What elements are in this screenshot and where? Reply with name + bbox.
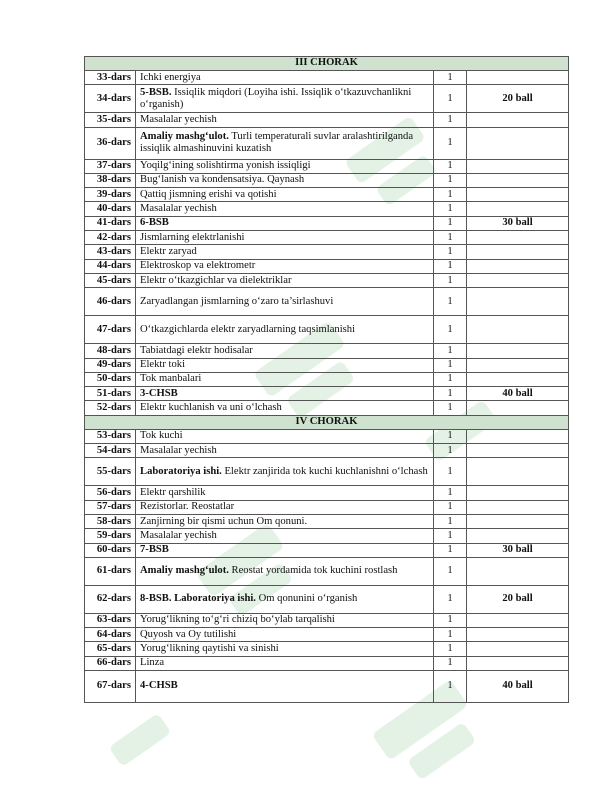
lesson-row	[85, 444, 569, 458]
lesson-hours: 1	[434, 557, 467, 585]
lesson-number: 40-dars	[85, 202, 136, 216]
lesson-topic-bold: Amaliy mashg‘ulot.	[140, 565, 229, 577]
lesson-hours: 1	[434, 642, 467, 656]
lesson-topic	[136, 486, 434, 500]
lesson-hours: 1	[434, 358, 467, 372]
lesson-topic-text: Zanjirning bir qismi uchun Om qonuni.	[140, 515, 308, 527]
lesson-row	[85, 245, 569, 259]
lesson-row	[85, 85, 569, 113]
lesson-topic-text: Jismlarning elektrlanishi	[140, 231, 245, 243]
lesson-number: 38-dars	[85, 173, 136, 187]
lesson-topic	[136, 316, 434, 344]
lesson-score: 20 ball	[467, 85, 569, 113]
lesson-hours: 1	[434, 529, 467, 543]
lesson-score	[467, 656, 569, 670]
lesson-hours: 1	[434, 231, 467, 245]
lesson-number: 50-dars	[85, 372, 136, 386]
lesson-row	[85, 216, 569, 230]
lesson-number: 58-dars	[85, 514, 136, 528]
lesson-topic-text: Issiqlik miqdori (Loyiha ishi. Issiqlik o‘tkazuvchanlikni o‘rganish)	[140, 86, 412, 110]
lesson-topic	[136, 529, 434, 543]
lesson-number: 51-dars	[85, 387, 136, 401]
lesson-topic	[136, 656, 434, 670]
section-title: IV CHORAK	[85, 415, 569, 429]
lesson-number: 55-dars	[85, 458, 136, 486]
lesson-topic	[136, 245, 434, 259]
lesson-topic-text: Tok manbalari	[140, 373, 202, 385]
lesson-hours: 1	[434, 458, 467, 486]
lesson-hours: 1	[434, 401, 467, 415]
lesson-topic	[136, 273, 434, 287]
lesson-number: 48-dars	[85, 344, 136, 358]
lesson-row	[85, 316, 569, 344]
lesson-number: 62-dars	[85, 585, 136, 613]
lesson-topic-text: Elektr toki	[140, 359, 186, 371]
lesson-row	[85, 288, 569, 316]
lesson-topic	[136, 85, 434, 113]
lesson-number: 43-dars	[85, 245, 136, 259]
lesson-topic	[136, 216, 434, 230]
lesson-number: 63-dars	[85, 613, 136, 627]
lesson-topic-bold: 4-CHSB	[140, 680, 178, 692]
lesson-number: 37-dars	[85, 159, 136, 173]
lesson-hours: 1	[434, 372, 467, 386]
lesson-topic-text: Elektr o‘tkazgichlar va dielektriklar	[140, 274, 292, 286]
lesson-plan-table	[84, 56, 569, 703]
lesson-hours: 1	[434, 288, 467, 316]
lesson-topic-text: Ichki energiya	[140, 71, 201, 83]
lesson-row	[85, 159, 569, 173]
lesson-number: 64-dars	[85, 628, 136, 642]
lesson-topic	[136, 514, 434, 528]
lesson-topic	[136, 628, 434, 642]
lesson-topic-text: Quyosh va Oy tutilishi	[140, 628, 237, 640]
lesson-topic-text: Masalalar yechish	[140, 113, 217, 125]
lesson-row	[85, 273, 569, 287]
lesson-topic	[136, 71, 434, 85]
lesson-topic	[136, 458, 434, 486]
lesson-hours: 1	[434, 273, 467, 287]
lesson-topic	[136, 173, 434, 187]
lesson-row	[85, 372, 569, 386]
lesson-hours: 1	[434, 613, 467, 627]
lesson-topic-text: Om qonunini o‘rganish	[255, 593, 358, 605]
lesson-row	[85, 231, 569, 245]
lesson-topic-text: Tok kuchi	[140, 430, 183, 442]
lesson-row	[85, 557, 569, 585]
section-header-row	[85, 415, 569, 429]
lesson-hours: 1	[434, 486, 467, 500]
lesson-score	[467, 245, 569, 259]
lesson-number: 45-dars	[85, 273, 136, 287]
lesson-number: 42-dars	[85, 231, 136, 245]
lesson-hours: 1	[434, 514, 467, 528]
lesson-number: 67-dars	[85, 671, 136, 703]
lesson-row	[85, 71, 569, 85]
lesson-topic-text: Elektr kuchlanish va uni o‘lchash	[140, 402, 282, 414]
lesson-row	[85, 401, 569, 415]
lesson-topic-bold: 6-BSB	[140, 217, 169, 229]
lesson-row	[85, 671, 569, 703]
lesson-score	[467, 71, 569, 85]
lesson-topic	[136, 557, 434, 585]
lesson-hours: 1	[434, 127, 467, 159]
lesson-score	[467, 259, 569, 273]
lesson-hours: 1	[434, 543, 467, 557]
lesson-number: 34-dars	[85, 85, 136, 113]
lesson-row	[85, 202, 569, 216]
lesson-number: 60-dars	[85, 543, 136, 557]
lesson-hours: 1	[434, 387, 467, 401]
lesson-topic-bold: 5-BSB.	[140, 86, 172, 98]
lesson-topic-text: Turli temperaturali suvlar aralashtirilganda issiqlik almashinuvini kuzatish	[140, 130, 414, 155]
lesson-score	[467, 486, 569, 500]
lesson-topic	[136, 500, 434, 514]
section-title: III CHORAK	[85, 57, 569, 71]
lesson-number: 56-dars	[85, 486, 136, 500]
lesson-topic-text: Yorug‘likning qaytishi va sinishi	[140, 642, 279, 654]
lesson-topic	[136, 358, 434, 372]
lesson-score	[467, 401, 569, 415]
lesson-number: 53-dars	[85, 429, 136, 443]
lesson-topic	[136, 344, 434, 358]
lesson-row	[85, 458, 569, 486]
lesson-topic-text: Zaryadlangan jismlarning o‘zaro ta’sirlashuvi	[140, 295, 334, 307]
lesson-topic-text: Elektr qarshilik	[140, 486, 206, 498]
lesson-number: 36-dars	[85, 127, 136, 159]
lesson-topic-text: Yoqilg‘ining solishtirma yonish issiqligi	[140, 160, 311, 172]
lesson-number: 57-dars	[85, 500, 136, 514]
lesson-row	[85, 486, 569, 500]
lesson-hours: 1	[434, 444, 467, 458]
lesson-topic-text: Reostat yordamida tok kuchini rostlash	[228, 565, 398, 577]
lesson-hours: 1	[434, 159, 467, 173]
lesson-score	[467, 113, 569, 127]
lesson-hours: 1	[434, 344, 467, 358]
lesson-topic-text: Yorug‘likning to‘g‘ri chiziq bo‘ylab tarqalishi	[140, 614, 335, 626]
lesson-hours: 1	[434, 500, 467, 514]
lesson-topic-text: Masalalar yechish	[140, 444, 217, 456]
lesson-number: 47-dars	[85, 316, 136, 344]
lesson-score	[467, 288, 569, 316]
lesson-number: 33-dars	[85, 71, 136, 85]
lesson-number: 39-dars	[85, 188, 136, 202]
lesson-hours: 1	[434, 628, 467, 642]
lesson-score	[467, 159, 569, 173]
lesson-score	[467, 173, 569, 187]
lesson-topic	[136, 613, 434, 627]
lesson-topic	[136, 642, 434, 656]
lesson-topic-text: Linza	[140, 657, 165, 669]
lesson-row	[85, 344, 569, 358]
lesson-number: 46-dars	[85, 288, 136, 316]
lesson-hours: 1	[434, 216, 467, 230]
lesson-topic-text: Tabiatdagi elektr hodisalar	[140, 344, 253, 356]
lesson-topic	[136, 202, 434, 216]
lesson-score	[467, 613, 569, 627]
lesson-score	[467, 628, 569, 642]
lesson-topic-text: Masalalar yechish	[140, 203, 217, 215]
lesson-topic	[136, 127, 434, 159]
lesson-row	[85, 642, 569, 656]
lesson-topic-bold: Amaliy mashg‘ulot.	[140, 130, 229, 142]
lesson-number: 35-dars	[85, 113, 136, 127]
lesson-plan-body	[85, 57, 569, 703]
lesson-score: 30 ball	[467, 543, 569, 557]
lesson-topic	[136, 387, 434, 401]
lesson-score	[467, 514, 569, 528]
lesson-score	[467, 127, 569, 159]
lesson-topic-text: Rezistorlar. Reostatlar	[140, 501, 235, 513]
lesson-row	[85, 173, 569, 187]
lesson-row	[85, 585, 569, 613]
lesson-row	[85, 188, 569, 202]
lesson-row	[85, 514, 569, 528]
lesson-row	[85, 358, 569, 372]
lesson-score	[467, 202, 569, 216]
lesson-number: 49-dars	[85, 358, 136, 372]
lesson-score	[467, 344, 569, 358]
lesson-hours: 1	[434, 85, 467, 113]
lesson-topic-bold: 3-CHSB	[140, 387, 178, 399]
lesson-score: 30 ball	[467, 216, 569, 230]
lesson-hours: 1	[434, 671, 467, 703]
lesson-score	[467, 231, 569, 245]
lesson-topic-text: Elektr zaryad	[140, 245, 197, 257]
lesson-topic	[136, 543, 434, 557]
lesson-number: 66-dars	[85, 656, 136, 670]
lesson-hours: 1	[434, 656, 467, 670]
lesson-topic-text: Elektroskop va elektrometr	[140, 260, 256, 272]
lesson-topic-text: Masalalar yechish	[140, 529, 217, 541]
lesson-number: 52-dars	[85, 401, 136, 415]
lesson-topic	[136, 401, 434, 415]
lesson-topic	[136, 231, 434, 245]
lesson-topic	[136, 113, 434, 127]
lesson-score	[467, 458, 569, 486]
lesson-score	[467, 372, 569, 386]
lesson-topic-bold: 7-BSB	[140, 544, 169, 556]
lesson-topic	[136, 159, 434, 173]
lesson-score: 20 ball	[467, 585, 569, 613]
lesson-score	[467, 444, 569, 458]
lesson-row	[85, 259, 569, 273]
lesson-score	[467, 500, 569, 514]
lesson-topic	[136, 444, 434, 458]
lesson-topic-text: O‘tkazgichlarda elektr zaryadlarning taqsimlanishi	[140, 323, 356, 335]
lesson-number: 61-dars	[85, 557, 136, 585]
lesson-topic	[136, 372, 434, 386]
lesson-score: 40 ball	[467, 387, 569, 401]
lesson-row	[85, 387, 569, 401]
lesson-score: 40 ball	[467, 671, 569, 703]
lesson-topic	[136, 585, 434, 613]
lesson-topic	[136, 671, 434, 703]
lesson-hours: 1	[434, 202, 467, 216]
lesson-hours: 1	[434, 259, 467, 273]
lesson-number: 59-dars	[85, 529, 136, 543]
lesson-score	[467, 358, 569, 372]
lesson-score	[467, 188, 569, 202]
lesson-topic	[136, 188, 434, 202]
lesson-hours: 1	[434, 113, 467, 127]
lesson-hours: 1	[434, 585, 467, 613]
lesson-topic-text: Bug‘lanish va kondensatsiya. Qaynash	[140, 174, 305, 186]
lesson-score	[467, 642, 569, 656]
lesson-row	[85, 613, 569, 627]
lesson-number: 41-dars	[85, 216, 136, 230]
lesson-row	[85, 113, 569, 127]
lesson-topic	[136, 429, 434, 443]
lesson-topic	[136, 259, 434, 273]
lesson-score	[467, 316, 569, 344]
lesson-hours: 1	[434, 71, 467, 85]
lesson-topic-bold: 8-BSB. Laboratoriya ishi.	[140, 593, 256, 605]
lesson-row	[85, 500, 569, 514]
lesson-topic-text: Elektr zanjirida tok kuchi kuchlanishni o‘lchash	[221, 465, 428, 477]
lesson-hours: 1	[434, 188, 467, 202]
lesson-score	[467, 273, 569, 287]
lesson-row	[85, 656, 569, 670]
lesson-row	[85, 127, 569, 159]
lesson-topic-bold: Laboratoriya ishi.	[140, 465, 222, 477]
lesson-row	[85, 543, 569, 557]
lesson-number: 44-dars	[85, 259, 136, 273]
lesson-row	[85, 628, 569, 642]
lesson-score	[467, 429, 569, 443]
lesson-number: 65-dars	[85, 642, 136, 656]
lesson-hours: 1	[434, 316, 467, 344]
lesson-hours: 1	[434, 429, 467, 443]
lesson-number: 54-dars	[85, 444, 136, 458]
lesson-row	[85, 429, 569, 443]
lesson-score	[467, 557, 569, 585]
lesson-hours: 1	[434, 173, 467, 187]
lesson-hours: 1	[434, 245, 467, 259]
lesson-score	[467, 529, 569, 543]
lesson-row	[85, 529, 569, 543]
lesson-topic-text: Qattiq jismning erishi va qotishi	[140, 188, 277, 200]
lesson-topic	[136, 288, 434, 316]
section-header-row	[85, 57, 569, 71]
